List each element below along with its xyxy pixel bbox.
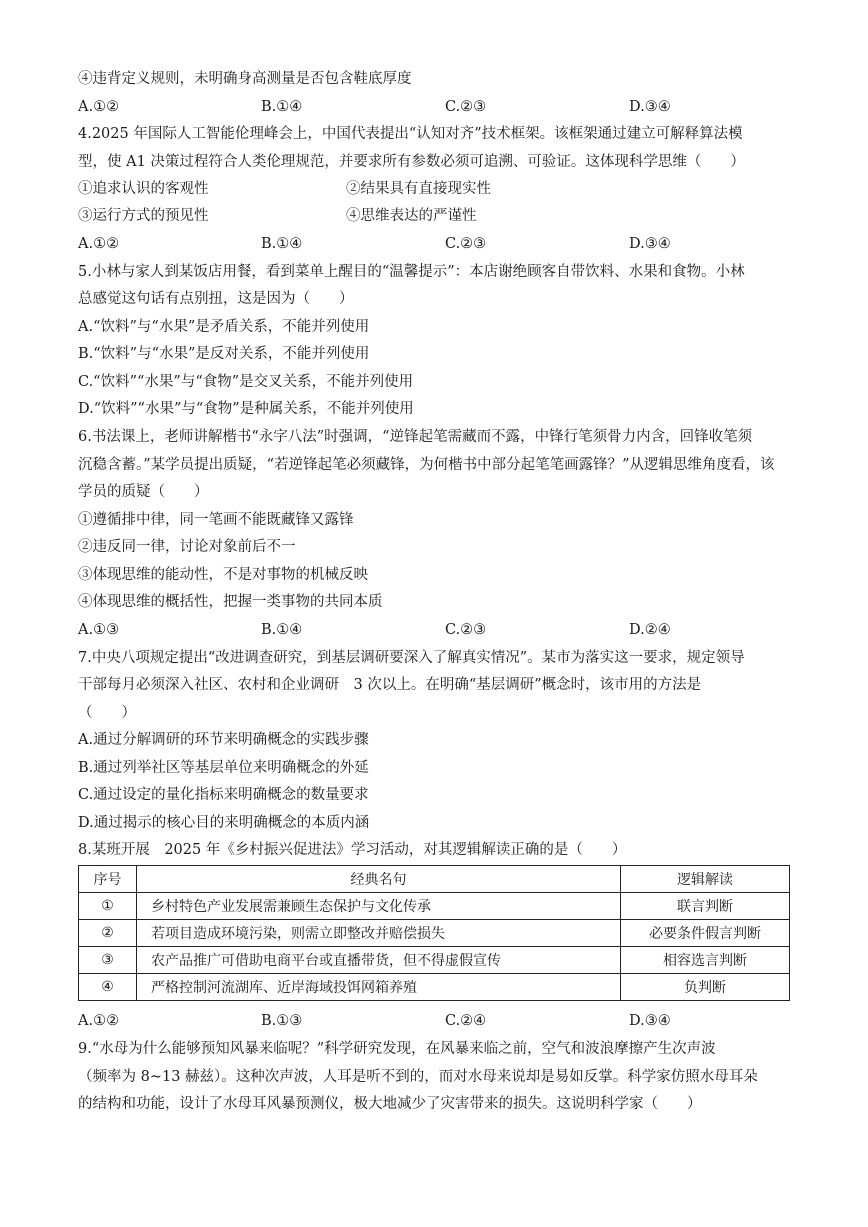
q3-option-d: D.③④ <box>629 99 671 115</box>
table-header-interpretation: 逻辑解读 <box>621 866 790 893</box>
q4-stem-line1: 4.2025 年国际人工智能伦理峰会上，中国代表提出“认知对齐”技术框架。该框架通过建立可解释算法模 <box>78 126 743 142</box>
q6-statement-4: ④体现思维的概括性，把握一类事物的共同本质 <box>78 594 383 610</box>
q8-option-b: B.①③ <box>261 1013 303 1029</box>
table-cell-number: ④ <box>79 974 137 1001</box>
table-header-number: 序号 <box>79 866 137 893</box>
q6-stem-line3: 学员的质疑（ ） <box>78 484 209 500</box>
table-cell-interpretation: 负判断 <box>621 974 790 1001</box>
table-cell-interpretation: 必要条件假言判断 <box>621 920 790 947</box>
q7-stem-line1: 7.中央八项规定提出“改进调查研究，到基层调研要深入了解真实情况”。某市为落实这一要求，规定领导 <box>78 650 745 666</box>
q8-option-c: C.②④ <box>445 1013 487 1029</box>
table-row <box>79 920 790 947</box>
table-cell-number: ② <box>79 920 137 947</box>
q6-option-c: C.②③ <box>445 622 487 638</box>
q4-option-a: A.①② <box>78 236 120 252</box>
q3-option-c: C.②③ <box>445 99 487 115</box>
q4-statements-row2 <box>78 206 798 226</box>
q4-options <box>78 234 798 254</box>
q5-option-d: D.“饮料”“水果”与“食物”是种属关系，不能并列使用 <box>78 401 414 417</box>
q3-options <box>78 97 798 117</box>
q8-options <box>78 1011 798 1031</box>
q5-option-a: A.“饮料”与“水果”是矛盾关系，不能并列使用 <box>78 319 370 335</box>
q6-stem-line2: 沉稳含蓄。”某学员提出质疑，“若逆锋起笔必须藏锋，为何楷书中部分起笔笔画露锋？”从逻辑思维角度看，该 <box>78 457 775 473</box>
q6-statement-2: ②违反同一律，讨论对象前后不一 <box>78 539 296 555</box>
table-cell-number: ① <box>79 893 137 920</box>
q6-statement-3: ③体现思维的能动性，不是对事物的机械反映 <box>78 567 368 583</box>
table-cell-quote: 乡村特色产业发展需兼顾生态保护与文化传承 <box>137 893 621 920</box>
q9-stem-line1: 9.“水母为什么能够预知风暴来临呢？”科学研究发现，在风暴来临之前，空气和波浪摩擦产生次声波 <box>78 1041 716 1057</box>
table-cell-quote: 若项目造成环境污染，则需立即整改并赔偿损失 <box>137 920 621 947</box>
table-cell-quote: 严格控制河流湖库、近岸海域投饵网箱养殖 <box>137 974 621 1001</box>
q3-option-a: A.①② <box>78 99 120 115</box>
q6-options <box>78 620 798 640</box>
q7-stem-line2: 干部每月必须深入社区、农村和企业调研 3 次以上。在明确“基层调研”概念时，该市用的方法是 <box>78 677 702 693</box>
q9-stem-line3: 的结构和功能，设计了水母耳风暴预测仪，极大地减少了灾害带来的损失。这说明科学家（ ） <box>78 1096 702 1112</box>
q4-stem-line2: 型，使 A1 决策过程符合人类伦理规范，并要求所有参数必须可追溯、可验证。这体现科学思维（ ） <box>78 154 745 170</box>
q4-statement-2: ②结果具有直接现实性 <box>346 181 491 197</box>
q7-stem-line3: （ ） <box>78 705 136 721</box>
table-row <box>79 974 790 1001</box>
q8-option-d: D.③④ <box>629 1013 671 1029</box>
q5-option-b: B.“饮料”与“水果”是反对关系，不能并列使用 <box>78 346 370 362</box>
q5-stem-line2: 总感觉这句话有点别扭，这是因为（ ） <box>78 291 354 307</box>
q4-statement-3: ③运行方式的预见性 <box>78 208 209 224</box>
q6-option-a: A.①③ <box>78 622 120 638</box>
q6-option-d: D.②④ <box>629 622 671 638</box>
table-cell-quote: 农产品推广可借助电商平台或直播带货，但不得虚假宣传 <box>137 947 621 974</box>
q4-statement-1: ①追求认识的客观性 <box>78 181 209 197</box>
q6-stem-line1: 6.书法课上，老师讲解楷书“永字八法”时强调，“逆锋起笔需藏而不露，中锋行笔须骨力内含，回锋收笔须 <box>78 429 753 445</box>
q7-option-c: C.通过设定的量化指标来明确概念的数量要求 <box>78 787 369 803</box>
q7-option-b: B.通过列举社区等基层单位来明确概念的外延 <box>78 760 369 776</box>
q4-option-d: D.③④ <box>629 236 671 252</box>
q4-statement-4: ④思维表达的严谨性 <box>346 208 477 224</box>
table-row <box>79 893 790 920</box>
table-cell-interpretation: 相容选言判断 <box>621 947 790 974</box>
table-cell-interpretation: 联言判断 <box>621 893 790 920</box>
logic-table <box>78 865 790 1001</box>
q4-option-c: C.②③ <box>445 236 487 252</box>
q8-stem: 8.某班开展 2025 年《乡村振兴促进法》学习活动，对其逻辑解读正确的是（ ） <box>78 842 627 858</box>
q5-option-c: C.“饮料”“水果”与“食物”是交叉关系，不能并列使用 <box>78 374 414 390</box>
q6-statement-1: ①遵循排中律，同一笔画不能既藏锋又露锋 <box>78 512 354 528</box>
q7-option-d: D.通过揭示的核心目的来明确概念的本质内涵 <box>78 815 370 831</box>
q9-stem-line2: （频率为 8~13 赫兹）。这种次声波，人耳是听不到的，而对水母来说却是易如反掌。科学家仿照水母耳朵 <box>78 1069 758 1085</box>
q3-statement-4: ④违背定义规则，未明确身高测量是否包含鞋底厚度 <box>78 71 412 87</box>
q8-option-a: A.①② <box>78 1013 120 1029</box>
q5-stem-line1: 5.小林与家人到某饭店用餐，看到菜单上醒目的“温馨提示”：本店谢绝顾客自带饮料、水果和食物。小林 <box>78 264 745 280</box>
q4-option-b: B.①④ <box>261 236 303 252</box>
table-row <box>79 947 790 974</box>
q3-option-b: B.①④ <box>261 99 303 115</box>
table-header-row <box>79 866 790 893</box>
q6-option-b: B.①④ <box>261 622 303 638</box>
q7-option-a: A.通过分解调研的环节来明确概念的实践步骤 <box>78 732 369 748</box>
table-header-quote: 经典名句 <box>137 866 621 893</box>
table-cell-number: ③ <box>79 947 137 974</box>
q4-statements-row1 <box>78 179 798 199</box>
